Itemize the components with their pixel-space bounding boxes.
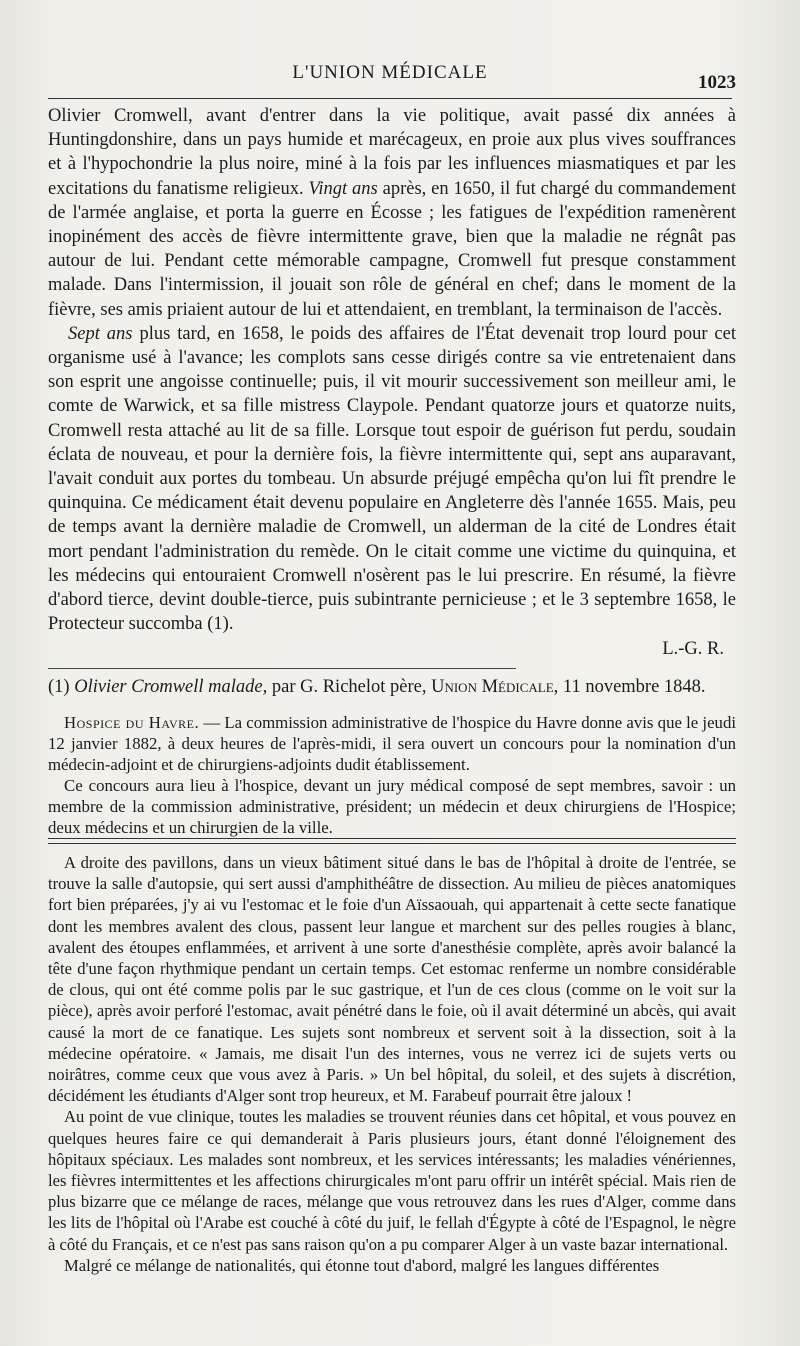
- footnote-text: par G. Richelot père,: [267, 677, 432, 698]
- footnote-title: Olivier Cromwell malade,: [74, 677, 268, 698]
- article-paragraph: [48, 104, 736, 322]
- article-text: après, en 1650, il fut chargé du commandement de l'armée anglaise, et porta la guerre en Écosse ; les fatigues de l'expédition ramenèrent inopinément des accès de fièvre intermittente grave, bien que la maladie ne régnât pas autour de lui. Pendant cette mémorable campagne, Cromwell fut presque constamment malade. Dans l'intermission, il jouait son rôle de général en chef; dans le moment de la fièvre, ses amis priaient autour de lui et attendaient, en tremblant, la terminaison de l'accès.: [48, 178, 736, 320]
- footnote-journal: Union Médicale: [431, 677, 554, 698]
- notice-paragraph: Ce concours aura lieu à l'hospice, devant un jury médical composé de sept membres, savoir : un membre de la commission administrative, président; un médecin et deux chirurgiens de l'Hospice; deux médecins et un chirurgien de la ville.: [48, 776, 736, 837]
- notice-text: — La commission administrative de l'hospice du Havre donne avis que le jeudi 12 janvier 1882, à deux heures de l'après-midi, il sera ouvert un concours pour la nomination d'un médecin-adjoint et de chirurgiens-adjoints dudit établissement.: [48, 713, 736, 774]
- article-paragraph: [48, 322, 736, 637]
- lower-paragraph: Au point de vue clinique, toutes les maladies se trouvent réunies dans cet hôpital, et vous pouvez en quelques heures faire ce qui demanderait à Paris plusieurs jours, étant donné l'éloignement des hôpitaux spéciaux. Les malades sont nombreux, et les services intéressants; les maladies vénériennes, les fièvres intermittentes et les affections chirurgicales m'ont paru offrir un intérêt spécial. Mais rien de plus bizarre que ce mélange de races, mélange que vous retrouvez dans les rues d'Alger, comme dans les lits de l'hôpital où l'Arabe est couché à côté du juif, le fellah d'Égypte à côté de l'Espagnol, le nègre à côté du Français, et ce n'est pas sans raison qu'on a pu comparer Alger à un vaste bazar international.: [48, 1107, 736, 1254]
- author-signature: L.-G. R.: [662, 639, 724, 660]
- notice-paragraph: [48, 712, 736, 775]
- running-head: L'UNION MÉDICALE: [292, 62, 488, 83]
- footnote-rule: [48, 668, 516, 669]
- article-cromwell: [48, 104, 736, 700]
- notice-title: Hospice du Havre.: [64, 713, 200, 732]
- page-header: [48, 62, 736, 98]
- footnote-date: , 11 novembre 1848.: [553, 677, 706, 698]
- notice-hospice: [48, 712, 736, 838]
- article-alger: [48, 852, 736, 1276]
- page-number: 1023: [698, 72, 736, 93]
- article-text: Olivier Cromwell, avant d'entrer dans la vie politique, avait passé dix années à Huntingdonshire, dans un pays humide et marécageux, en proie aux plus vives souffrances et à l'hypochondrie la plus noire, miné à la fois par les influences miasmatiques et par les excitations du fanatisme religieux.: [48, 106, 736, 199]
- section-double-rule: [48, 838, 736, 844]
- article-text: plus tard, en 1658, le poids des affaires de l'État devenait trop lourd pour cet organisme usé à l'avance; les complots sans cesse dirigés contre sa vie entretenaient dans son esprit une angoisse continuelle; puis, il vit mourir successivement son meilleur ami, le comte de Warwick, et sa fille mistress Claypole. Pendant quatorze jours et quatorze nuits, Cromwell resta attaché au lit de sa fille. Lorsque tout espoir de guérison fut perdu, soudain éclata de nouveau, et pour la dernière fois, la fièvre intermittente qui, sept ans auparavant, l'avait conduit aux portes du tombeau. Un absurde préjugé empêcha qu'on lui fît prendre le quinquina. Ce médicament était devenu populaire en Angleterre dès l'année 1655. Mais, peu de temps avant la dernière maladie de Cromwell, un alderman de la cité de Londres était mort pendant l'administration du remède. On le citait comme une victime du quinquina, et les médecins qui entouraient Cromwell n'osèrent pas le lui prescrire. En résumé, la fièvre d'abord tierce, devint double-tierce, puis subintrante pernicieuse ; et le 3 septembre 1658, le Protecteur succomba (1).: [48, 323, 736, 635]
- footnote-number: (1): [48, 677, 75, 698]
- article-emphasis: Sept ans: [68, 323, 133, 344]
- lower-paragraph: A droite des pavillons, dans un vieux bâtiment situé dans le bas de l'hôpital à droite de l'entrée, se trouve la salle d'autopsie, qui sert aussi d'amphithéâtre de dissection. Au milieu de pièces anatomiques fort bien préparées, j'y ai vu l'estomac et le foie d'un Aïssaouah, qui appartenait à cette secte fanatique dont les membres avalent des clous, passent leur langue et marchent sur des pelles rougies à blanc, avalent des étoupes enflammées, et arrivent à une sorte d'anesthésie complète, après avoir balancé la tête d'une façon rhythmique pendant un certain temps. Cet estomac renferme un nombre considérable de clous, qui ont été comme polis par le suc gastrique, et l'un de ces clous (comme on le voit sur la pièce), après avoir perforé l'estomac, avait pénétré dans le foie, où il avait déterminé un abcès, qui avait causé la mort de ce fanatique. Les sujets sont nombreux et servent soit à la dissection, soit à la médecine opératoire. « Jamais, me disait l'un des internes, vous ne verrez ici de sujets verts ou noirâtres, comme ceux que vous avez à Paris. » Un bel hôpital, du soleil, et des sujets à discrétion, décidément les étudiants d'Alger sont trop heureux, et M. Farabeuf pourrait être jaloux !: [48, 853, 736, 1106]
- lower-paragraph: Malgré ce mélange de nationalités, qui étonne tout d'abord, malgré les langues différentes: [64, 1255, 660, 1275]
- header-rule: [48, 98, 732, 99]
- article-emphasis: Vingt ans: [308, 178, 378, 199]
- footnote: [48, 675, 736, 699]
